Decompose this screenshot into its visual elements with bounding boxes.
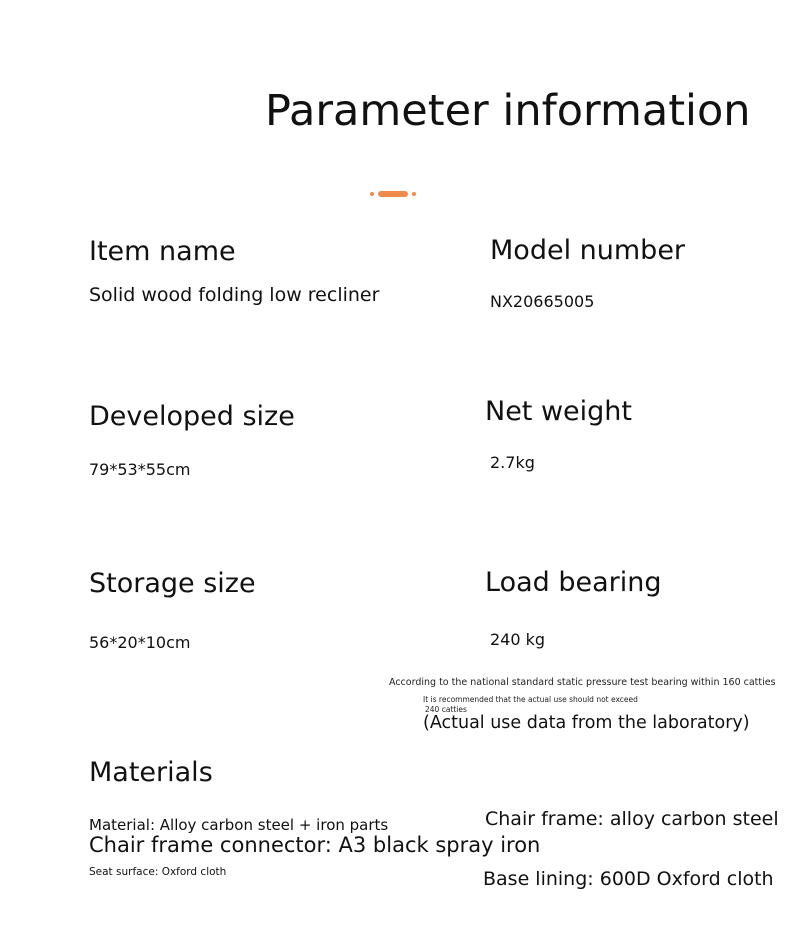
model-number-label: Model number bbox=[490, 235, 686, 266]
divider-dot-right bbox=[412, 192, 416, 196]
load-bearing-value: 240 kg bbox=[490, 630, 546, 649]
material-value: Material: Alloy carbon steel + iron parts bbox=[89, 816, 389, 834]
page-title: Parameter information bbox=[265, 86, 751, 136]
load-bearing-note-standard: According to the national standard static pressure test bearing within 160 catties bbox=[389, 677, 776, 688]
seat-surface-value: Seat surface: Oxford cloth bbox=[89, 866, 227, 878]
chair-frame-value: Chair frame: alloy carbon steel bbox=[485, 808, 779, 830]
divider-dot-left bbox=[370, 192, 374, 196]
divider-bar bbox=[378, 191, 408, 197]
storage-size-label: Storage size bbox=[89, 568, 256, 599]
title-divider bbox=[370, 190, 418, 198]
net-weight-label: Net weight bbox=[485, 396, 633, 427]
model-number-value: NX20665005 bbox=[490, 292, 595, 311]
base-lining-value: Base lining: 600D Oxford cloth bbox=[483, 868, 774, 890]
storage-size-value: 56*20*10cm bbox=[89, 633, 191, 652]
item-name-value: Solid wood folding low recliner bbox=[89, 284, 380, 306]
developed-size-label: Developed size bbox=[89, 401, 295, 432]
load-bearing-label: Load bearing bbox=[485, 567, 662, 598]
chair-frame-connector-value: Chair frame connector: A3 black spray iron bbox=[89, 833, 541, 857]
net-weight-value: 2.7kg bbox=[490, 453, 535, 472]
developed-size-value: 79*53*55cm bbox=[89, 460, 191, 479]
load-bearing-note-catties: 240 catties bbox=[425, 705, 467, 714]
load-bearing-note-recommend: It is recommended that the actual use should not exceed bbox=[423, 695, 638, 704]
materials-label: Materials bbox=[89, 757, 213, 788]
load-bearing-note-lab: (Actual use data from the laboratory) bbox=[423, 713, 750, 733]
item-name-label: Item name bbox=[89, 236, 236, 267]
